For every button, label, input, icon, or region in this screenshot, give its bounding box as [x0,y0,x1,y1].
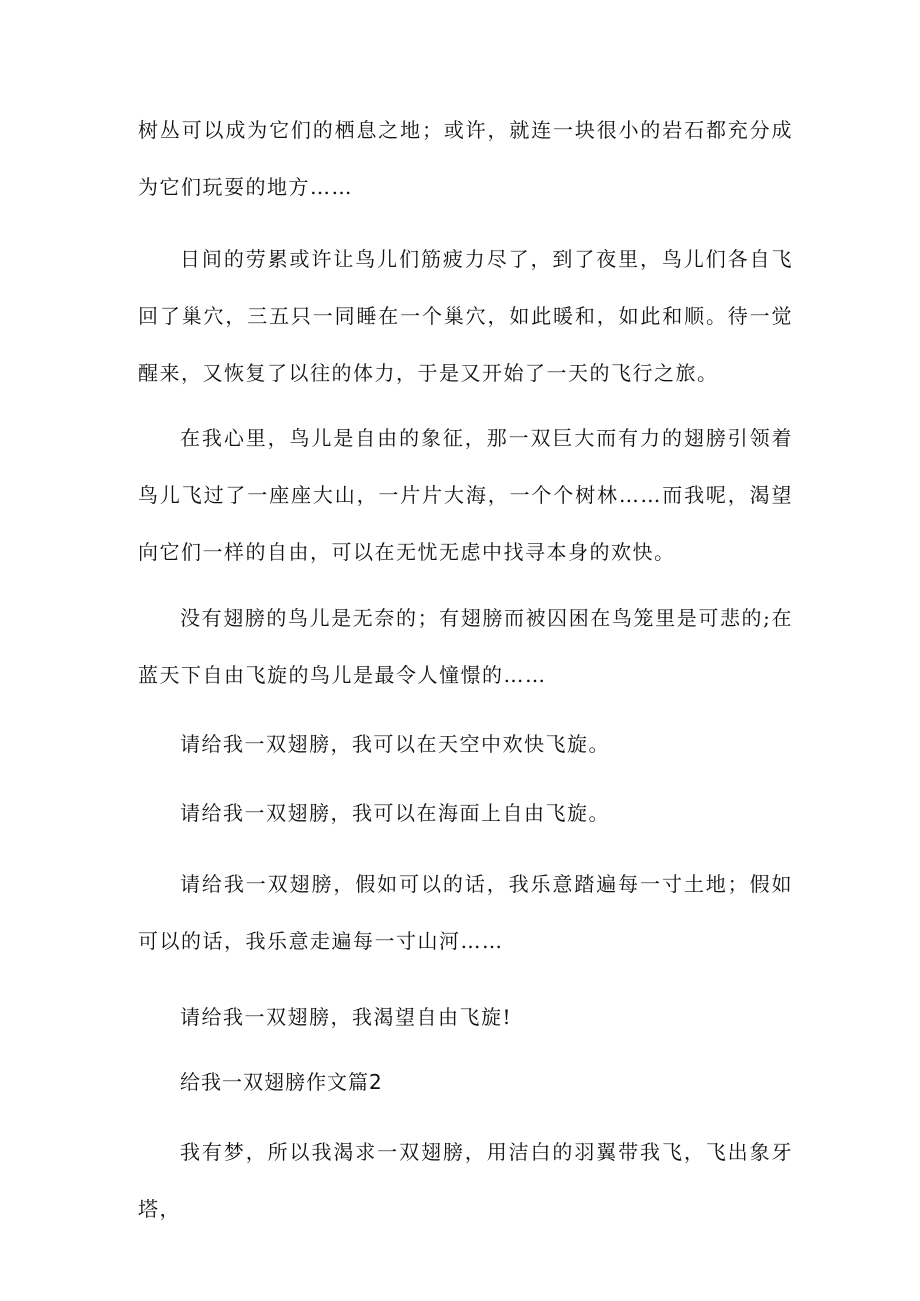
paragraph-7: 请给我一双翅膀，假如可以的话，我乐意踏遍每一寸土地；假如可以的话，我乐意走遍每一寸山河…… [138,872,793,953]
paragraph-2: 日间的劳累或许让鸟儿们筋疲力尽了，到了夜里，鸟儿们各自飞回了巢穴，三五只一同睡在一个巢穴，如此暖和，如此和顺。待一觉醒来，又恢复了以往的体力，于是又开始了一天的飞行之旅。 [138,247,793,385]
paragraph-4: 没有翅膀的鸟儿是无奈的；有翅膀而被囚困在鸟笼里是可悲的;在蓝天下自由飞旋的鸟儿是最令人憧憬的…… [138,606,793,687]
paragraph-3: 在我心里，鸟儿是自由的象征，那一双巨大而有力的翅膀引领着鸟儿飞过了一座座大山，一片片大海，一个个树林……而我呢，渴望向它们一样的自由，可以在无忧无虑中找寻本身的欢快。 [138,426,793,564]
paragraph-1: 树丛可以成为它们的栖息之地；或许，就连一块很小的岩石都充分成为它们玩耍的地方…… [138,118,793,199]
paragraph-8: 请给我一双翅膀，我渴望自由飞旋! [180,1005,513,1029]
paragraph-6: 请给我一双翅膀，我可以在海面上自由飞旋。 [180,801,610,825]
paragraph-5: 请给我一双翅膀，我可以在天空中欢快飞旋。 [180,732,610,756]
section-heading: 给我一双翅膀作文篇2 [180,1070,383,1094]
paragraph-9: 我有梦，所以我渴求一双翅膀，用洁白的羽翼带我飞，飞出象牙塔， [138,1140,793,1221]
